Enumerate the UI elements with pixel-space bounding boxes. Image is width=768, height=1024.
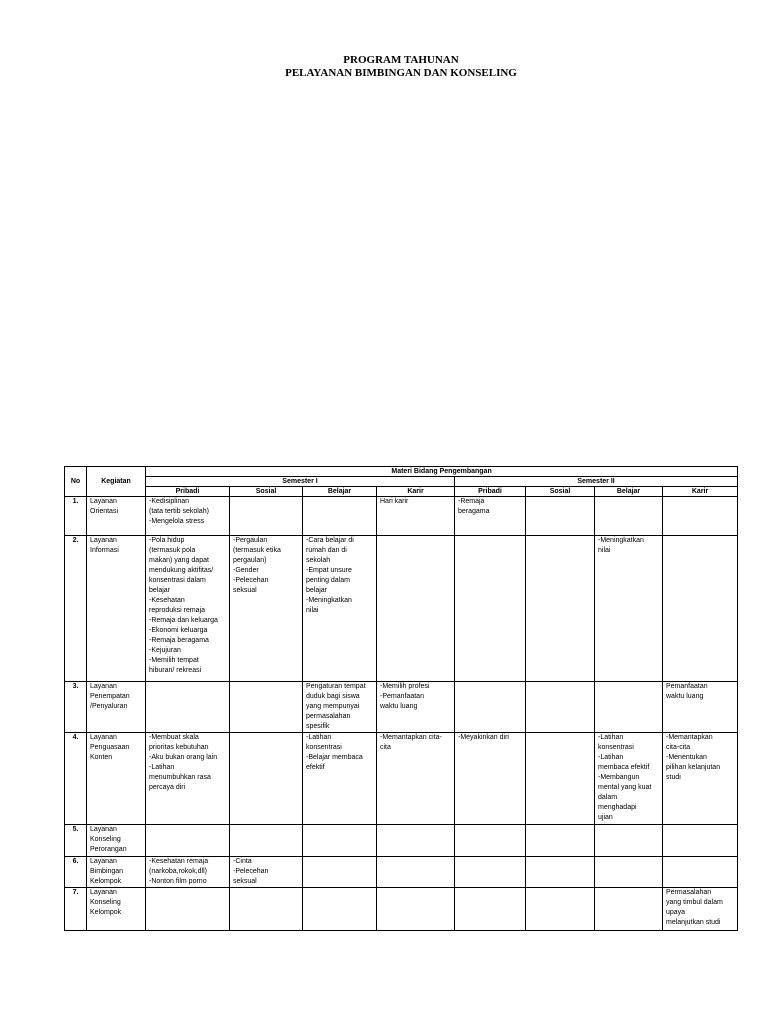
materi-line: konsentrasi: [306, 744, 342, 751]
materi-line: Pemanfaatan: [666, 683, 708, 690]
materi-line: percaya diri: [149, 784, 186, 791]
materi-line: studi: [666, 774, 681, 781]
materi-cell: [146, 857, 230, 888]
materi-line: -Latihan: [598, 734, 624, 741]
materi-cell: [663, 888, 738, 931]
kegiatan-cell: [87, 536, 146, 682]
materi-line: -Remaja dan keluarga: [149, 617, 218, 624]
kegiatan-line: Perorangan: [90, 846, 127, 853]
materi-line: -Menentukan: [666, 754, 707, 761]
header-field-karir-sem1: Karir: [377, 487, 455, 497]
materi-line: -Meningkatkan: [306, 597, 352, 604]
kegiatan-cell: [87, 497, 146, 536]
materi-line: upaya: [666, 909, 686, 916]
materi-cell: [146, 536, 230, 682]
header-field-sosial-sem2: Sosial: [526, 487, 595, 497]
materi-line: -Remaja: [458, 498, 485, 505]
materi-line: nilai: [598, 547, 611, 554]
table-row: [65, 857, 738, 888]
materi-line: yang timbul dalam: [666, 899, 723, 906]
materi-line: -Gender: [233, 567, 259, 574]
materi-line: -Mengelola stress: [149, 518, 205, 525]
materi-cell: [230, 536, 303, 682]
materi-line: -Kesehatan remaja: [149, 858, 209, 865]
materi-line: ujian: [598, 814, 613, 821]
materi-line: -Memilih profesi: [380, 683, 430, 690]
materi-cell: [377, 888, 455, 931]
materi-line: -Pelecehan: [233, 868, 269, 875]
materi-line: (termasuk etika: [233, 547, 281, 554]
materi-cell: [663, 857, 738, 888]
materi-line: melanjutkan studi: [666, 919, 721, 926]
materi-cell: [595, 497, 663, 536]
materi-line: belajar: [306, 587, 328, 594]
materi-cell: [303, 825, 377, 857]
materi-cell: [595, 888, 663, 931]
title-line-2: PELAYANAN BIMBINGAN DAN KONSELING: [285, 67, 517, 79]
row-number: 6.: [65, 857, 87, 888]
materi-line: (narkoba,rokok,dll): [149, 868, 207, 875]
materi-line: belajar: [149, 587, 171, 594]
materi-line: mendukung aktifitas/: [149, 567, 214, 574]
materi-cell: [526, 888, 595, 931]
materi-cell: [663, 497, 738, 536]
materi-line: (termasuk pola: [149, 547, 196, 554]
materi-line: -Remaja beragama: [149, 637, 209, 644]
materi-line: -Aku bukan orang lain: [149, 754, 218, 761]
materi-cell: [455, 888, 526, 931]
row-number: 4.: [65, 733, 87, 825]
materi-line: dalam: [598, 794, 618, 801]
table-row: [65, 536, 738, 682]
materi-line: permasalahan: [306, 713, 351, 720]
kegiatan-line: Konseling: [90, 899, 121, 906]
materi-line: -Memantapkan: [666, 734, 713, 741]
row-number: 5.: [65, 825, 87, 857]
materi-line: -Kesehatan: [149, 597, 185, 604]
row-number: 2.: [65, 536, 87, 682]
materi-cell: [595, 857, 663, 888]
kegiatan-cell: [87, 857, 146, 888]
header-field-karir-sem2: Karir: [663, 487, 738, 497]
kegiatan-line: Layanan: [90, 498, 117, 505]
materi-cell: [663, 825, 738, 857]
header-field-belajar-sem1: Belajar: [303, 487, 377, 497]
materi-line: seksual: [233, 878, 257, 885]
header-semester-1: Semester I: [146, 477, 455, 487]
materi-cell: [146, 497, 230, 536]
header-field-sosial-sem1: Sosial: [230, 487, 303, 497]
document-title: [0, 54, 768, 80]
materi-line: -Pemanfaatan: [380, 693, 424, 700]
materi-line: pilihan kelanjutan: [666, 764, 721, 771]
materi-line: -Cara belajar di: [306, 537, 354, 544]
kegiatan-cell: [87, 825, 146, 857]
materi-line: menumbuhkan rasa: [149, 774, 211, 781]
materi-cell: [230, 733, 303, 825]
materi-line: efektif: [306, 764, 325, 771]
title-line-1: PROGRAM TAHUNAN: [343, 54, 459, 66]
materi-cell: [146, 825, 230, 857]
materi-line: waktu luang: [666, 693, 704, 700]
header-materi: Materi Bidang Pengembangan: [146, 467, 738, 477]
materi-line: -Latihan: [306, 734, 332, 741]
materi-line: spesifik: [306, 723, 330, 730]
materi-cell: [595, 682, 663, 733]
materi-cell: [526, 825, 595, 857]
kegiatan-line: Layanan: [90, 537, 117, 544]
materi-cell: [303, 536, 377, 682]
kegiatan-cell: [87, 682, 146, 733]
kegiatan-line: Layanan: [90, 858, 117, 865]
kegiatan-line: Konten: [90, 754, 113, 761]
kegiatan-line: Informasi: [90, 547, 119, 554]
materi-cell: [377, 857, 455, 888]
materi-line: konsentrasi: [598, 744, 634, 751]
materi-line: makan) yang dapat: [149, 557, 209, 564]
kegiatan-line: /Penyaluran: [90, 703, 128, 710]
kegiatan-line: Layanan: [90, 826, 117, 833]
materi-line: yang mempunyai: [306, 703, 360, 710]
materi-cell: [526, 682, 595, 733]
kegiatan-cell: [87, 733, 146, 825]
kegiatan-line: Layanan: [90, 734, 117, 741]
materi-line: -Latihan: [149, 764, 175, 771]
materi-cell: [377, 682, 455, 733]
materi-cell: [663, 682, 738, 733]
materi-line: -Membuat skala: [149, 734, 199, 741]
materi-cell: [455, 825, 526, 857]
header-no: No: [65, 467, 87, 497]
materi-cell: [303, 682, 377, 733]
row-number: 3.: [65, 682, 87, 733]
materi-line: beragama: [458, 508, 490, 515]
kegiatan-line: Penempatan: [90, 693, 130, 700]
materi-line: -Nonton film porno: [149, 878, 207, 885]
materi-line: cita-cita: [666, 744, 691, 751]
materi-line: menghadapi: [598, 804, 637, 811]
materi-line: cita: [380, 744, 391, 751]
materi-line: -Kejujuran: [149, 647, 181, 654]
row-number: 7.: [65, 888, 87, 931]
materi-line: -Memantapkan cita-: [380, 734, 442, 741]
materi-cell: [303, 733, 377, 825]
materi-line: konsentrasi dalam: [149, 577, 206, 584]
materi-cell: [526, 536, 595, 682]
header-semester-2: Semester II: [455, 477, 738, 487]
materi-cell: [377, 733, 455, 825]
materi-cell: [377, 825, 455, 857]
materi-line: -Memilih tempat: [149, 657, 199, 664]
materi-cell: [455, 733, 526, 825]
materi-cell: [377, 497, 455, 536]
materi-cell: [455, 682, 526, 733]
materi-line: hiburan/ rekreasi: [149, 667, 202, 674]
materi-line: -Pergaulan: [233, 537, 268, 544]
materi-line: -Cinta: [233, 858, 252, 865]
materi-cell: [146, 682, 230, 733]
materi-cell: [455, 857, 526, 888]
kegiatan-line: Layanan: [90, 889, 117, 896]
materi-cell: [377, 536, 455, 682]
materi-cell: [526, 857, 595, 888]
materi-line: -Empat unsure: [306, 567, 352, 574]
kegiatan-line: Kelompok: [90, 878, 122, 885]
materi-line: -Membangun: [598, 774, 640, 781]
materi-cell: [230, 825, 303, 857]
materi-cell: [230, 888, 303, 931]
materi-line: sekolah: [306, 557, 331, 564]
materi-line: -Pelecehan: [233, 577, 269, 584]
kegiatan-line: Bimbingan: [90, 868, 124, 875]
materi-line: Pengaturan tempat: [306, 683, 366, 690]
materi-cell: [303, 857, 377, 888]
header-field-belajar-sem2: Belajar: [595, 487, 663, 497]
materi-line: -Meningkatkan: [598, 537, 644, 544]
materi-line: prioritas kebutuhan: [149, 744, 209, 751]
kegiatan-line: Layanan: [90, 683, 117, 690]
materi-line: rumah dan di: [306, 547, 347, 554]
materi-cell: [303, 497, 377, 536]
materi-cell: [303, 888, 377, 931]
materi-cell: [663, 536, 738, 682]
materi-cell: [146, 733, 230, 825]
materi-line: seksual: [233, 587, 257, 594]
table-row: [65, 825, 738, 857]
materi-line: nilai: [306, 607, 319, 614]
header-field-pribadi-sem2: Pribadi: [455, 487, 526, 497]
materi-line: waktu luang: [380, 703, 418, 710]
kegiatan-line: Penguasaan: [90, 744, 130, 751]
header-field-pribadi-sem1: Pribadi: [146, 487, 230, 497]
materi-line: -Pola hidup: [149, 537, 185, 544]
row-number: 1.: [65, 497, 87, 536]
kegiatan-cell: [87, 888, 146, 931]
materi-line: -Ekonomi keluarga: [149, 627, 208, 634]
materi-line: (tata tertib sekolah): [149, 508, 209, 515]
materi-line: pergaulan): [233, 557, 267, 564]
materi-line: Permasalahan: [666, 889, 712, 896]
header-kegiatan: Kegiatan: [87, 467, 146, 497]
materi-line: membaca efektif: [598, 764, 650, 771]
materi-line: mental yang kuat: [598, 784, 652, 791]
materi-cell: [230, 682, 303, 733]
materi-line: penting dalam: [306, 577, 350, 584]
materi-line: -Meyakinkan diri: [458, 734, 509, 741]
materi-cell: [455, 536, 526, 682]
materi-line: -Latihan: [598, 754, 624, 761]
materi-cell: [663, 733, 738, 825]
materi-cell: [526, 733, 595, 825]
materi-line: reproduksi remaja: [149, 607, 206, 614]
materi-line: -Kedisiplinan: [149, 498, 190, 505]
kegiatan-line: Kelompok: [90, 909, 122, 916]
table-row: [65, 682, 738, 733]
table-row: [65, 497, 738, 536]
kegiatan-line: Konseling: [90, 836, 121, 843]
materi-cell: [526, 497, 595, 536]
materi-cell: [595, 536, 663, 682]
materi-line: -Belajar membaca: [306, 754, 363, 761]
kegiatan-line: Orientasi: [90, 508, 119, 515]
materi-line: Hari karir: [380, 498, 409, 505]
materi-cell: [455, 497, 526, 536]
materi-cell: [595, 825, 663, 857]
materi-cell: [230, 857, 303, 888]
program-table: [64, 466, 738, 931]
materi-cell: [230, 497, 303, 536]
materi-line: duduk bagi siswa: [306, 693, 360, 700]
table-row: [65, 733, 738, 825]
materi-cell: [146, 888, 230, 931]
materi-cell: [595, 733, 663, 825]
table-row: [65, 888, 738, 931]
